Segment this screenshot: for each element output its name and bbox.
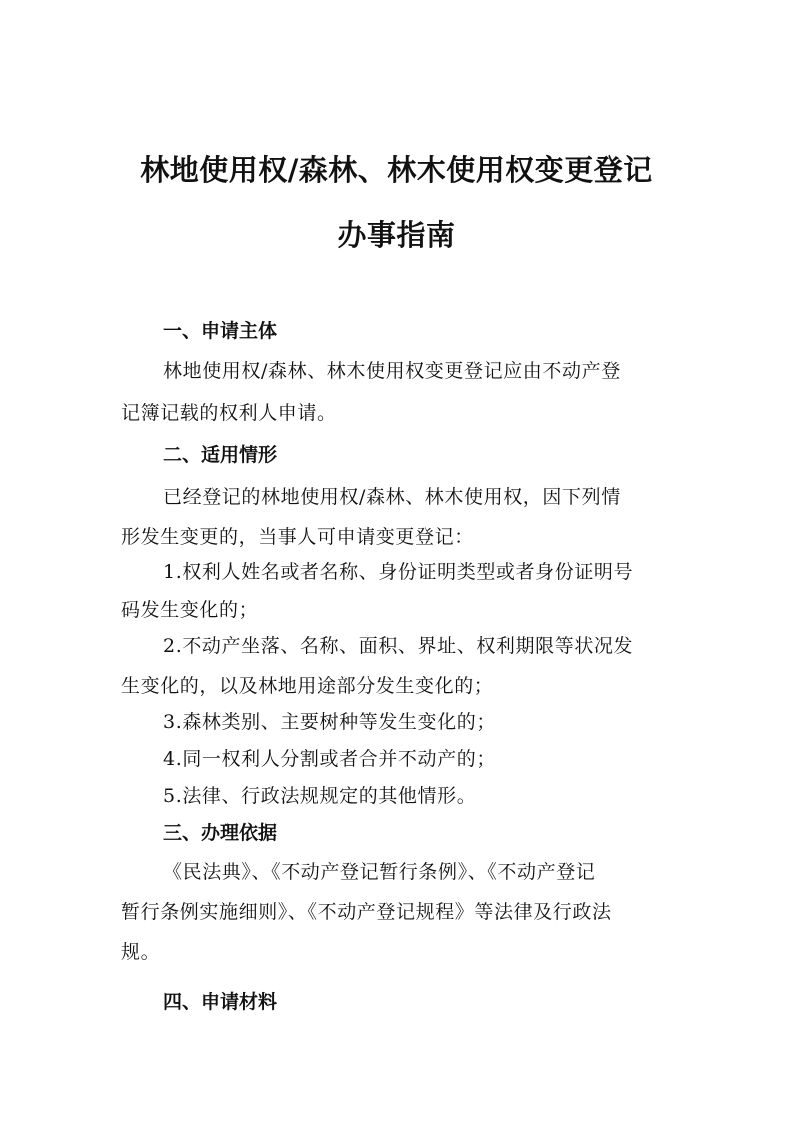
list-item-line: 2.不动产坐落、名称、面积、界址、权利期限等状况发: [163, 635, 634, 657]
paragraph-line: 形发生变更的，当事人可申请变更登记：: [121, 526, 474, 548]
paragraph-line: 暂行条例实施细则》、《不动产登记规程》等法律及行政法: [121, 901, 612, 923]
list-item-line: 3.森林类别、主要树种等发生变化的；: [163, 711, 496, 733]
document-title-line2: 办事指南: [337, 218, 456, 252]
paragraph-line: 《民法典》、《不动产登记暂行条例》、《不动产登记: [163, 861, 596, 883]
paragraph-line: 已经登记的林地使用权/森林、林木使用权，因下列情: [163, 486, 621, 508]
section-heading-legal-basis: 三、办理依据: [163, 822, 278, 844]
list-item-line: 码发生变化的；: [121, 599, 259, 621]
section-heading-applicant: 一、申请主体: [163, 320, 278, 342]
paragraph-line: 林地使用权/森林、林木使用权变更登记应由不动产登: [163, 360, 621, 382]
paragraph-line: 记簿记载的权利人申请。: [121, 402, 337, 424]
section-heading-applicable-cases: 二、适用情形: [163, 444, 278, 466]
list-item-line: 生变化的，以及林地用途部分发生变化的；: [121, 675, 494, 697]
list-item-line: 4.同一权利人分割或者合并不动产的；: [163, 748, 496, 770]
list-item-line: 1.权利人姓名或者名称、身份证明类型或者身份证明号: [163, 561, 634, 583]
document-title-line1: 林地使用权/森林、林木使用权变更登记: [140, 153, 653, 187]
section-heading-application-materials: 四、申请材料: [163, 991, 278, 1013]
paragraph-line: 规。: [121, 941, 161, 963]
list-item-line: 5.法律、行政法规规定的其他情形。: [163, 785, 477, 807]
